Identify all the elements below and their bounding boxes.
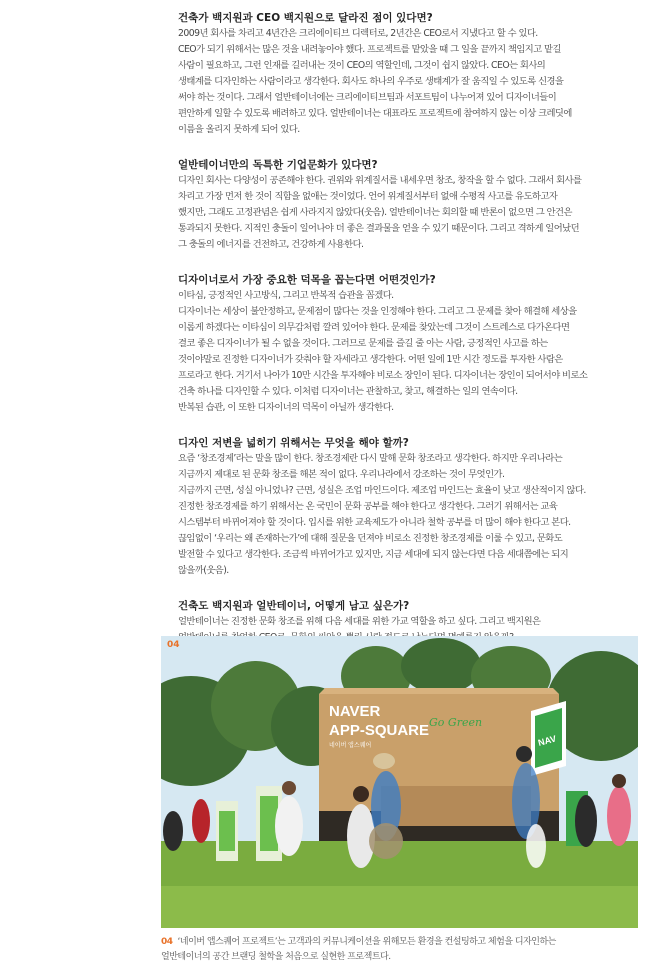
answer-line: 끊임없이 ‘우리는 왜 존재하는가’에 대해 질문을 던져야 비로소 진정한 창조경제를 이룰 수 있고, 문화도	[178, 533, 563, 544]
qa-section	[178, 10, 644, 138]
photo-caption	[161, 935, 641, 964]
answer-paragraph	[178, 173, 644, 253]
grass-foreground	[161, 886, 638, 928]
booth-sign-small: 네이버 앱스퀘어	[329, 743, 372, 749]
caption-number: 04	[161, 937, 173, 947]
question-heading: 디자인 저변을 넓히기 위해서는 무엇을 해야 할까?	[178, 437, 409, 449]
answer-line: 사람이 필요하고, 그런 인재를 길러내는 것이 CEO의 역할인데, 그것이 쉽지 않았다. CEO는 회사의	[178, 60, 546, 71]
answer-line: 건축 하나를 디자인할 수 있다. 이처럼 디자이너는 관찰하고, 찾고, 해결하는 일의 연속이다.	[178, 386, 518, 397]
answer-line: 얼반테이너는 진정한 문화 창조를 위해 다음 세대를 위한 가교 역할을 하고 싶다. 그리고 백지원은	[178, 616, 541, 627]
answer-line: 2009년 회사를 차리고 4년간은 크리에이티브 디렉터로, 2년간은 CEO로서 지냈다고 할 수 있다.	[178, 28, 538, 39]
answer-line: 결코 좋은 디자이너가 될 수 없을 것이다. 그러므로 문제를 즐길 줄 아는 사람, 긍정적인 사고를 하는	[178, 338, 548, 349]
answer-line: 시스템부터 바뀌어져야 할 것이다. 입시를 위한 교육제도가 아니라 철학 공부를 더 많이 해야 한다고 본다.	[178, 517, 571, 528]
side-sign-text: NAV	[536, 733, 558, 748]
question-heading: 건축도 백지원과 얼반테이너, 어떻게 남고 싶은가?	[178, 600, 410, 612]
caption-line: 얼반테이너의 공간 브랜딩 철학을 처음으로 실현한 프로젝트다.	[161, 951, 391, 962]
booth-sign-script: Go Green	[429, 716, 483, 729]
answer-line: 이타심, 긍정적인 사고방식, 그리고 반복적 습관을 꼽겠다.	[178, 290, 394, 301]
answer-paragraph	[178, 288, 644, 416]
caption-text: ‘네이버 앱스퀘어 프로젝트’는 고객과의 커뮤니케이션을 위해모든 환경을 컨설팅하고 체험을 디자인하는	[177, 937, 556, 947]
answer-line: 써야 하는 것이다. 그래서 얼반테이너에는 크리에이티브팀과 서포트팀이 나누어져 있어 디자이너들이	[178, 92, 557, 103]
answer-line: 프로라고 한다. 거기서 나아가 10만 시간을 투자해야 비로소 장인이 된다. 디자이너는 장인이 되어서야 비로소	[178, 370, 588, 381]
answer-line: CEO가 되기 위해서는 많은 것을 내려놓아야 했다. 프로젝트를 맡았을 때 그 일을 끝까지 책임지고 맡길	[178, 44, 561, 55]
answer-line: 발전할 수 있다고 생각한다. 조금씩 바뀌어가고 있지만, 지금 세대에 되지 않는다면 다음 세대쯤에는 되지	[178, 549, 569, 560]
answer-line: 지금까지 제대로 된 문화 창조를 해본 적이 없다. 우리나라에서 강조하는 것이 무엇인가.	[178, 469, 505, 480]
qa-section	[178, 157, 644, 253]
answer-line: 않을까(웃음).	[178, 565, 229, 576]
question-heading: 얼반테이너만의 독특한 기업문화가 있다면?	[178, 159, 378, 171]
answer-line: 했지만, 그래도 고정관념은 쉽게 사라지지 않았다(웃음). 얼반테이너는 회의할 때 반론이 없으면 그 안건은	[178, 207, 572, 218]
caption-line	[161, 935, 641, 950]
qa-section	[178, 272, 644, 416]
article	[178, 10, 644, 665]
answer-line: 지금까지 근면, 성실 아니었나? 근면, 성실은 조업 마인드이다. 제조업 마인드는 효율이 낮고 생산적이지 않다.	[178, 485, 586, 496]
answer-line: 디자이너는 세상이 불안정하고, 문제점이 많다는 것을 인정해야 한다. 그리고 그 문제를 찾아 해결해 세상을	[178, 306, 577, 317]
photo-figure	[161, 636, 638, 928]
answer-line: 그 충돌의 에너지를 건전하고, 건강하게 사용한다.	[178, 239, 364, 250]
answer-paragraph	[178, 451, 644, 579]
question-heading: 디자이너로서 가장 중요한 덕목을 꼽는다면 어떤것인가?	[178, 274, 436, 286]
answer-line: 반복된 습관, 이 또한 디자이너의 덕목이 아닐까 생각한다.	[178, 402, 394, 413]
answer-line: 통과되지 못한다. 지적인 충돌이 일어나야 더 좋은 결과물을 얻을 수 있기 때문이다. 그리고 격하게 일어났던	[178, 223, 580, 234]
answer-line: 디자인 회사는 다양성이 공존해야 한다. 권위와 위계질서를 내세우면 창조, 창작을 할 수 없다. 그래서 회사를	[178, 175, 582, 186]
answer-line: 차리고 가장 먼저 한 것이 직함을 없애는 것이었다. 언어 위계질서부터 없애 수평적 사고를 유도하고자	[178, 191, 558, 202]
booth-sign-line2: APP-SQUARE	[329, 722, 430, 739]
question-heading: 건축가 백지원과 CEO 백지원으로 달라진 점이 있다면?	[178, 12, 433, 24]
figure-number: 04	[167, 640, 180, 650]
qa-section	[178, 435, 644, 579]
answer-line: 이롭게 하겠다는 이타심이 의무감처럼 깔려 있어야 한다. 문제를 찾았는데 그것이 스트레스로 다가온다면	[178, 322, 570, 333]
answer-line: 편안하게 일할 수 있도록 배려하고 있다. 얼반테이너는 대표라도 프로젝트에 참여하지 않는 이상 크레딧에	[178, 108, 572, 119]
answer-line: 진정한 창조경제를 하기 위해서는 온 국민이 문화 공부를 해야 한다고 생각한다. 그러기 위해서는 교육	[178, 501, 558, 512]
answer-paragraph	[178, 26, 644, 138]
answer-line: 생태계를 디자인하는 사람이라고 생각한다. 회사도 하나의 우주로 생태계가 잘 움직일 수 있도록 신경을	[178, 76, 564, 87]
answer-line: 이름을 올리지 못하게 되어 있다.	[178, 124, 300, 135]
event-photo	[161, 636, 638, 928]
answer-line: 것이야말로 진정한 디자이너가 갖춰야 할 자세라고 생각한다. 어떤 일에 1만 시간 정도를 투자한 사람은	[178, 354, 563, 365]
answer-line: 요즘 ‘창조경제’라는 말을 많이 한다. 창조경제란 다시 말해 문화 창조라고 생각한다. 하지만 우리나라는	[178, 453, 563, 464]
booth-sign-line1: NAVER	[329, 703, 381, 720]
